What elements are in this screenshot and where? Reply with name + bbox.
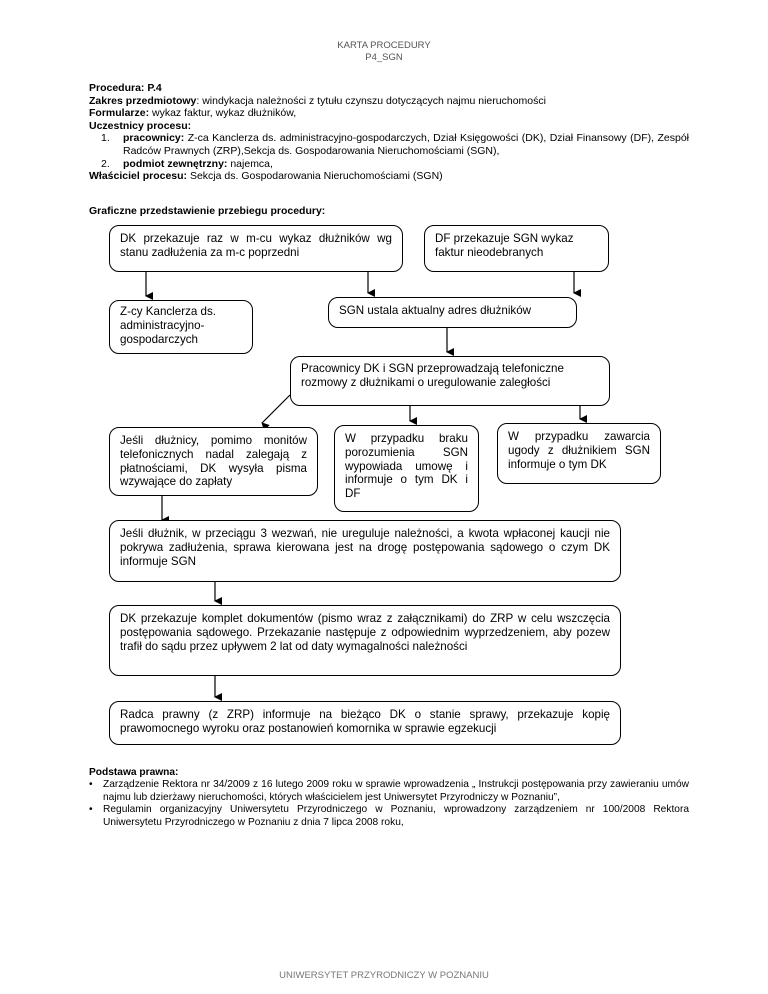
- item2-text: najemca,: [227, 157, 273, 170]
- flow-box-legal-counsel: Radca prawny (z ZRP) informuje na bieżąco DK o stanie sprawy, przekazuje kopię prawomocnego wyroku oraz postanowień komornika w sprawie egzekucji: [109, 701, 621, 745]
- item-number: 2.: [101, 157, 110, 170]
- wlasciciel-label: Właściciel procesu:: [89, 170, 188, 183]
- flow-box-df-invoices: DF przekazuje SGN wykaz faktur nieodebranych: [424, 225, 609, 272]
- flow-box-payment-letters: Jeśli dłużnicy, pomimo monitów telefonicznych nadal zalegają z płatnościami, DK wysyła pisma wzywające do zapłaty: [109, 427, 318, 496]
- flow-box-sgn-address: SGN ustala aktualny adres dłużników: [328, 297, 577, 328]
- section-title: Graficzne przedstawienie przebiegu procedury:: [89, 205, 326, 217]
- item-number: 1.: [101, 132, 110, 145]
- formularze-label: Formularze:: [89, 107, 150, 120]
- item1-label: pracownicy:: [123, 132, 185, 145]
- zakres-label: Zakres przedmiotowy: [89, 94, 197, 107]
- footer-university: UNIWERSYTET PRZYRODNICZY W POZNANIU: [279, 970, 489, 981]
- header-title: KARTA PROCEDURY: [337, 40, 431, 51]
- legal-item-2-text: Regulamin organizacyjny Uniwersytetu Przyrodniczego w Poznaniu, wprowadzony zarządzeniem nr 100/2008 Rektora Uniwersytetu Przyrodniczego w Poznaniu z dnia 7 lipca 2008 roku,: [103, 804, 689, 828]
- flow-box-deputy-chancellor: Z-cy Kanclerza ds. administracyjno-gospodarczych: [109, 300, 253, 354]
- item1-text: Z-ca Kanclerza ds. administracyjno-gospodarczych, Dział Księgowości (DK), Dział Finansowy (DF), Zespół Radców Prawnych (ZRP),Sekcja ds. Gospodarowania Nieruchomościami (SGN),: [123, 132, 689, 157]
- flow-box-dk-debtors-list: DK przekazuje raz w m-cu wykaz dłużników wg stanu zadłużenia za m-c poprzedni: [109, 225, 403, 272]
- item2-label: podmiot zewnętrzny:: [123, 157, 228, 170]
- flow-box-settlement: W przypadku zawarcia ugody z dłużnikiem SGN informuje o tym DK: [497, 423, 661, 484]
- arrow-box5-to-box6: [262, 395, 290, 423]
- legal-item-1-text: Zarządzenie Rektora nr 34/2009 z 16 lutego 2009 roku w sprawie wprowadzenia „ Instrukcji postępowania przy zawieraniu umów najmu lub dzierżawy nieruchomości, których właścicielem jest Uniwersytet Przyrodniczy w Poznaniu”,: [103, 779, 689, 803]
- formularze-value: wykaz faktur, wykaz dłużników,: [149, 107, 297, 120]
- uczestnicy-label: Uczestnicy procesu:: [89, 119, 192, 132]
- wlasciciel-value: Sekcja ds. Gospodarowania Nieruchomościami (SGN): [187, 170, 443, 183]
- zakres-value: : windykacja należności z tytułu czynszu dotyczących najmu nieruchomości: [196, 94, 546, 107]
- legal-title: Podstawa prawna:: [89, 767, 179, 778]
- header-code: P4_SGN: [365, 52, 403, 63]
- flow-box-documents-to-zrp: DK przekazuje komplet dokumentów (pismo wraz z załącznikami) do ZRP w celu wszczęcia postępowania sądowego. Przekazanie następuje z odpowiednim wyprzedzeniem, aby pozew trafił do sądu przez upływem 2 lat od daty wymagalności należności: [109, 605, 621, 676]
- legal-item-1: [89, 779, 689, 804]
- procedura-label: Procedura: P.4: [89, 82, 162, 94]
- flow-box-court-route: Jeśli dłużnik, w przeciągu 3 wezwań, nie ureguluje należności, a kwota wpłaconej kaucji nie pokrywa zadłużenia, sprawa kierowana jest na drogę postępowania sądowego o czym DK informuje SGN: [109, 520, 621, 582]
- flow-box-phone-calls: Pracownicy DK i SGN przeprowadzają telefoniczne rozmowy z dłużnikami o uregulowanie zaległości: [290, 356, 610, 406]
- legal-basis: [89, 767, 689, 829]
- bullet-icon: •: [89, 804, 93, 816]
- flow-box-contract-termination: W przypadku braku porozumienia SGN wypowiada umowę i informuje o tym DK i DF: [334, 425, 479, 512]
- bullet-icon: •: [89, 779, 93, 791]
- legal-item-2: [89, 804, 689, 829]
